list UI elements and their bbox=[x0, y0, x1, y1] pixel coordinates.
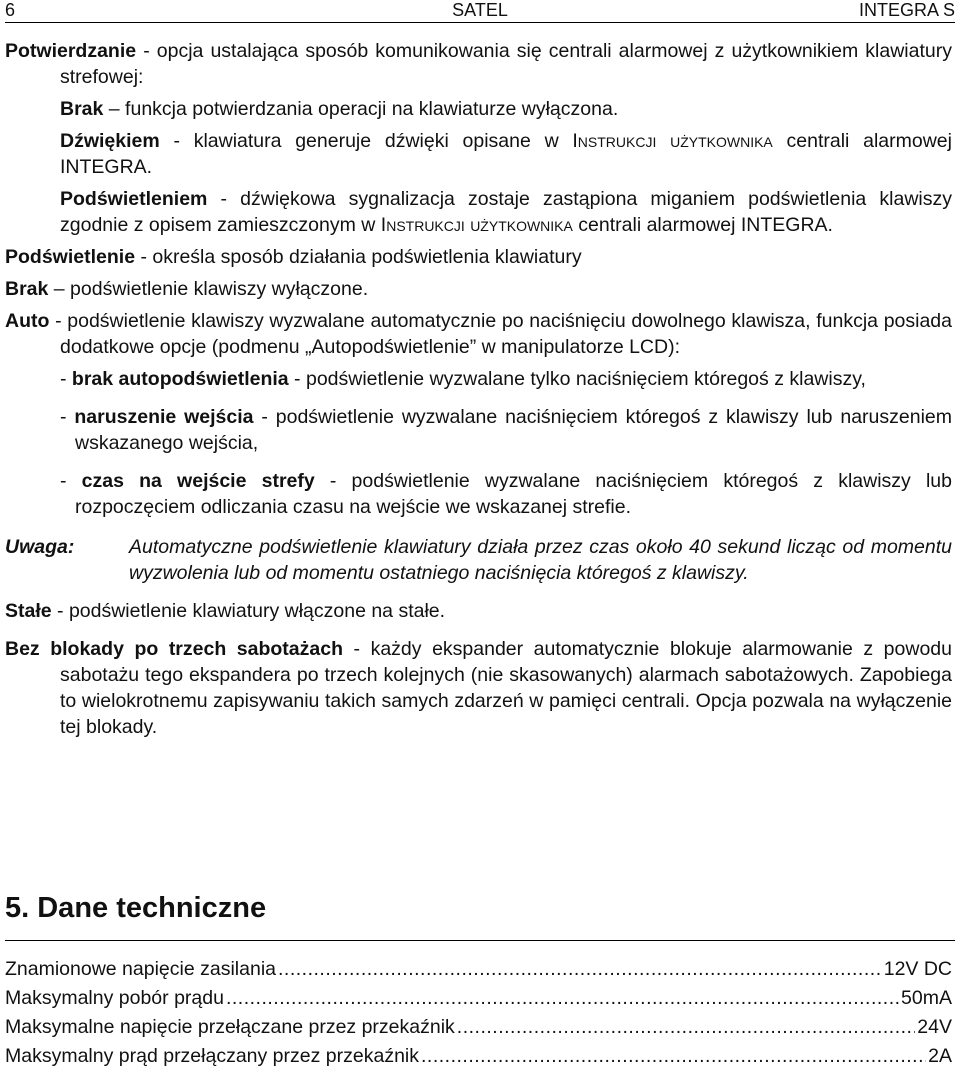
suboption-dzwiekiem bbox=[5, 128, 952, 180]
leader-dots bbox=[457, 1013, 916, 1042]
spec-label: Maksymalny prąd przełączany przez przekaźnik bbox=[5, 1045, 419, 1067]
spec-row bbox=[5, 955, 952, 984]
note-label: Uwaga: bbox=[5, 536, 75, 558]
option-text: - podświetlenie wyzwalane tylko naciśnięciem któregoś z klawiszy, bbox=[288, 368, 866, 390]
option-text: – podświetlenie klawiszy wyłączone. bbox=[48, 278, 369, 300]
option-term: czas na wejście strefy bbox=[81, 470, 315, 492]
note-box bbox=[5, 534, 952, 586]
option-term: Bez blokady po trzech sabotażach bbox=[5, 638, 343, 660]
option-text: - podświetlenie klawiatury włączone na stałe. bbox=[51, 600, 446, 622]
option-term: Brak bbox=[5, 278, 49, 300]
auto-option-brak bbox=[5, 366, 952, 392]
option-text: – funkcja potwierdzania operacji na klawiaturze wyłączona. bbox=[103, 98, 619, 120]
option-term: naruszenie wejścia bbox=[74, 406, 254, 428]
leader-dots bbox=[278, 955, 882, 984]
product-name: INTEGRA S bbox=[858, 0, 955, 20]
option-bez-blokady bbox=[5, 636, 952, 740]
option-podswietlenie bbox=[5, 244, 952, 270]
option-term: Potwierdzanie bbox=[5, 40, 137, 62]
option-text: - podświetlenie klawiszy wyzwalane automatycznie po naciśnięciu dowolnego klawisza, funkcja posiada dodatkowe opcje (podmenu „Autopodświetlenie” w manipulatorze LCD): bbox=[49, 310, 952, 358]
manual-reference: Instrukcji użytkownika bbox=[380, 214, 573, 236]
list-dash: - bbox=[60, 470, 82, 492]
spec-label: Maksymalny pobór prądu bbox=[5, 987, 224, 1009]
page-header bbox=[5, 0, 955, 23]
note-text: Automatyczne podświetlenie klawiatury działa przez czas około 40 sekund licząc od momentu wyzwolenia lub od momentu ostatniego naciśnięcia któregoś z klawiszy. bbox=[129, 536, 952, 584]
spec-row bbox=[5, 984, 952, 1013]
spec-value: 2A bbox=[928, 1045, 952, 1067]
option-text: centrali alarmowej INTEGRA. bbox=[60, 130, 952, 178]
option-text: - podświetlenie wyzwalane naciśnięciem któregoś z klawiszy lub rozpoczęciem odliczania czasu na wejście we wskazanej strefie. bbox=[75, 470, 952, 518]
option-text: centrali alarmowej INTEGRA. bbox=[572, 214, 833, 236]
spec-label: Znamionowe napięcie zasilania bbox=[5, 958, 276, 980]
spec-label: Maksymalne napięcie przełączane przez przekaźnik bbox=[5, 1016, 455, 1038]
manual-reference: Instrukcji użytkownika bbox=[572, 130, 773, 152]
suboption-brak bbox=[5, 96, 952, 122]
option-text: - dźwiękowa sygnalizacja zostaje zastąpiona miganiem podświetlenia klawiszy zgodnie z opisem zamieszczonym w bbox=[60, 188, 952, 236]
option-text: - podświetlenie wyzwalane naciśnięciem któregoś z klawiszy lub naruszeniem wskazanego wejścia, bbox=[75, 406, 952, 454]
option-term: Auto bbox=[5, 310, 50, 332]
page-number: 6 bbox=[5, 0, 16, 20]
auto-option-czas bbox=[5, 468, 952, 520]
spec-value: 50mA bbox=[901, 987, 952, 1009]
option-text: - określa sposób działania podświetlenia klawiatury bbox=[135, 246, 582, 268]
leader-dots bbox=[226, 984, 899, 1013]
leader-dots bbox=[421, 1042, 926, 1071]
option-term: Podświetleniem bbox=[60, 188, 208, 210]
spec-row bbox=[5, 1013, 952, 1042]
spec-row bbox=[5, 1042, 952, 1071]
suboption-stale bbox=[5, 598, 952, 624]
option-potwierdzanie bbox=[5, 38, 952, 90]
suboption-auto bbox=[5, 308, 952, 360]
spec-value: 24V bbox=[917, 1016, 952, 1038]
document-body bbox=[5, 38, 952, 740]
spec-list bbox=[5, 955, 952, 1071]
option-text: - opcja ustalająca sposób komunikowania się centrali alarmowej z użytkownikiem klawiatury strefowej: bbox=[60, 40, 952, 88]
option-term: Dźwiękiem bbox=[60, 130, 160, 152]
option-text: - klawiatura generuje dźwięki opisane w bbox=[159, 130, 573, 152]
suboption-brak-podswietlenia bbox=[5, 276, 952, 302]
suboption-podswietleniem bbox=[5, 186, 952, 238]
list-dash: - bbox=[60, 406, 75, 428]
option-term: brak autopodświetlenia bbox=[71, 368, 289, 390]
option-term: Brak bbox=[60, 98, 104, 120]
option-term: Stałe bbox=[5, 600, 52, 622]
section-heading: 5. Dane techniczne bbox=[5, 892, 267, 924]
section-divider bbox=[5, 940, 955, 941]
option-term: Podświetlenie bbox=[5, 246, 136, 268]
spec-value: 12V DC bbox=[883, 958, 952, 980]
option-text: - każdy ekspander automatycznie blokuje alarmowanie z powodu sabotażu tego ekspandera po trzech kolejnych (nie skasowanych) alarmach sabotażowych. Zapobiega to wielokrotnemu zapisywaniu takich samych zdarzeń w pamięci centrali. Opcja pozwala na wyłączenie tej blokady. bbox=[60, 638, 952, 738]
auto-option-naruszenie bbox=[5, 404, 952, 456]
brand-name: SATEL bbox=[452, 0, 508, 20]
list-dash: - bbox=[60, 368, 72, 390]
